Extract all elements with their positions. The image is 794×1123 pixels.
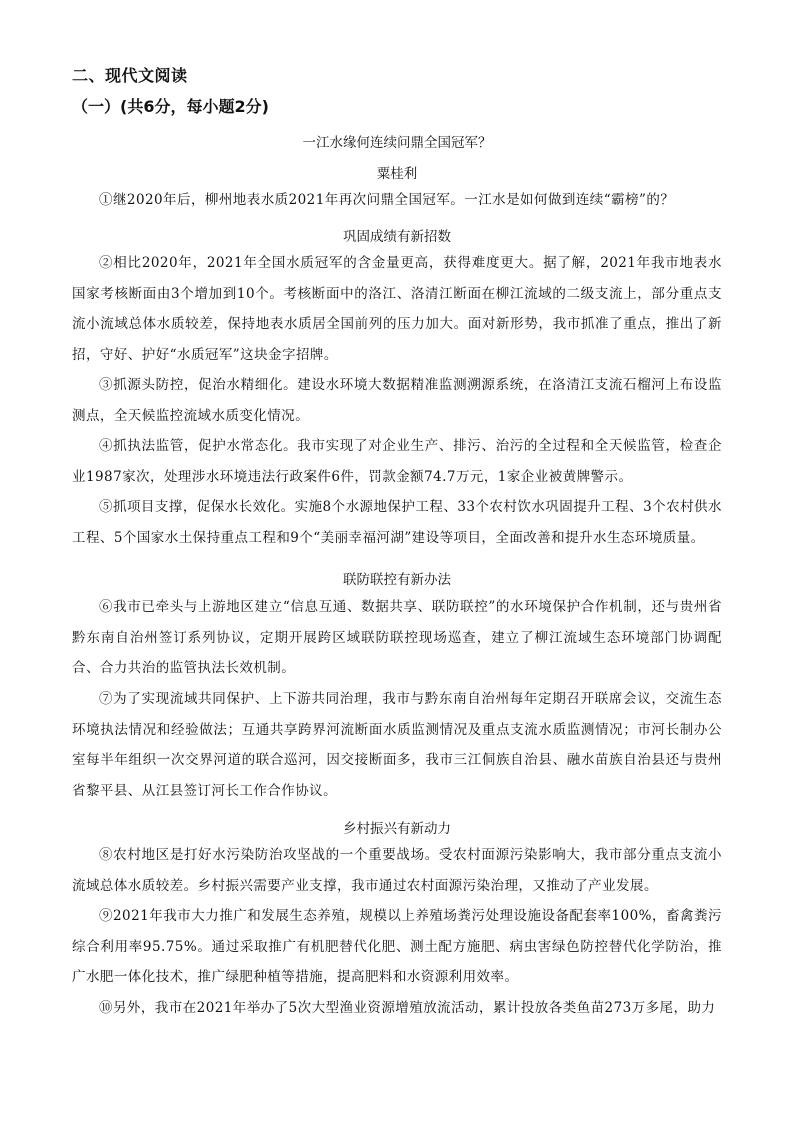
paragraph-10: ⑩另外，我市在2021年举办了5次大型渔业资源增殖放流活动，累计投放各类鱼苗273万多尾，助力 (99, 1000, 716, 1016)
article-author: 粟桂利 (376, 166, 418, 182)
paragraph-8: ⑧农村地区是打好水污染防治攻坚战的一个重要战场。受农村面源污染影响大，我市部分重点支流小流域总体水质较差。乡村振兴需要产业支撑，我市通过农村面源污染治理，又推动了产业发展。 (72, 847, 722, 894)
paragraph-9: ⑨2021年我市大力推广和发展生态养殖，规模以上养殖场粪污处理设施设备配套率100%，畜禽粪污综合利用率95.75%。通过采取推广有机肥替代化肥、测土配方施肥、病虫害绿色防控替代化学防治，推广水肥一体化技术，推广绿肥种植等措施，提高肥料和水资源利用效率。 (72, 908, 722, 985)
paragraph-4: ④抓执法监管，促护水常态化。我市实现了对企业生产、排污、治污的全过程和全天候监管，检查企业1987家次，处理涉水环境违法行政案件6件，罚款金额74.7万元，1家企业被黄牌警示。 (72, 438, 722, 485)
paragraph-2: ②相比2020年，2021年全国水质冠军的含金量更高，获得难度更大。据了解，2021年我市地表水国家考核断面由3个增加到10个。考核断面中的洛江、洛清江断面在柳江流域的二级支流上，部分重点支流小流域总体水质较差，保持地表水质居全国前列的压力加大。面对新形势，我市抓准了重点，推出了新招，守好、护好“水质冠军”这块金字招牌。 (72, 255, 722, 363)
paragraph-1: ①继2020年后，柳州地表水质2021年再次问鼎全国冠军。一江水是如何做到连续“霸榜”的？ (99, 192, 675, 208)
subheading-rural-revitalization: 乡村振兴有新动力 (343, 821, 451, 837)
subheading-joint-control: 联防联控有新办法 (343, 572, 451, 588)
paragraph-6: ⑥我市已牵头与上游地区建立“信息互通、数据共享、联防联控”的水环境保护合作机制，还与贵州省黔东南自治州签订系列协议，定期开展跨区域联防联控现场巡查，建立了柳江流域生态环境部门协调配合、合力共治的监管执法长效机制。 (72, 599, 722, 676)
subheading-consolidate: 巩固成绩有新招数 (343, 229, 451, 245)
section-subheading: （一）(共6分，每小题2分) (72, 97, 269, 116)
paragraph-5: ⑤抓项目支撑，促保水长效化。实施8个水源地保护工程、33个农村饮水巩固提升工程、3个农村供水工程、5个国家水土保持重点工程和9个“美丽幸福河湖”建设等项目，全面改善和提升水生态环境质量。 (72, 499, 722, 546)
section-heading: 二、现代文阅读 (72, 66, 188, 85)
paragraph-3: ③抓源头防控，促治水精细化。建设水环境大数据精准监测溯源系统，在洛清江支流石榴河上布设监测点，全天候监控流域水质变化情况。 (72, 377, 722, 424)
article-title: 一江水缘何连续问鼎全国冠军？ (302, 135, 492, 151)
paragraph-7: ⑦为了实现流域共同保护、上下游共同治理，我市与黔东南自治州每年定期召开联席会议，交流生态环境执法情况和经验做法；互通共享跨界河流断面水质监测情况及重点支流水质监测情况；市河长制办公室每半年组织一次交界河道的联合巡河，因交接断面多，我市三江侗族自治县、融水苗族自治县还与贵州省黎平县、从江县签订河长工作合作协议。 (72, 691, 722, 799)
